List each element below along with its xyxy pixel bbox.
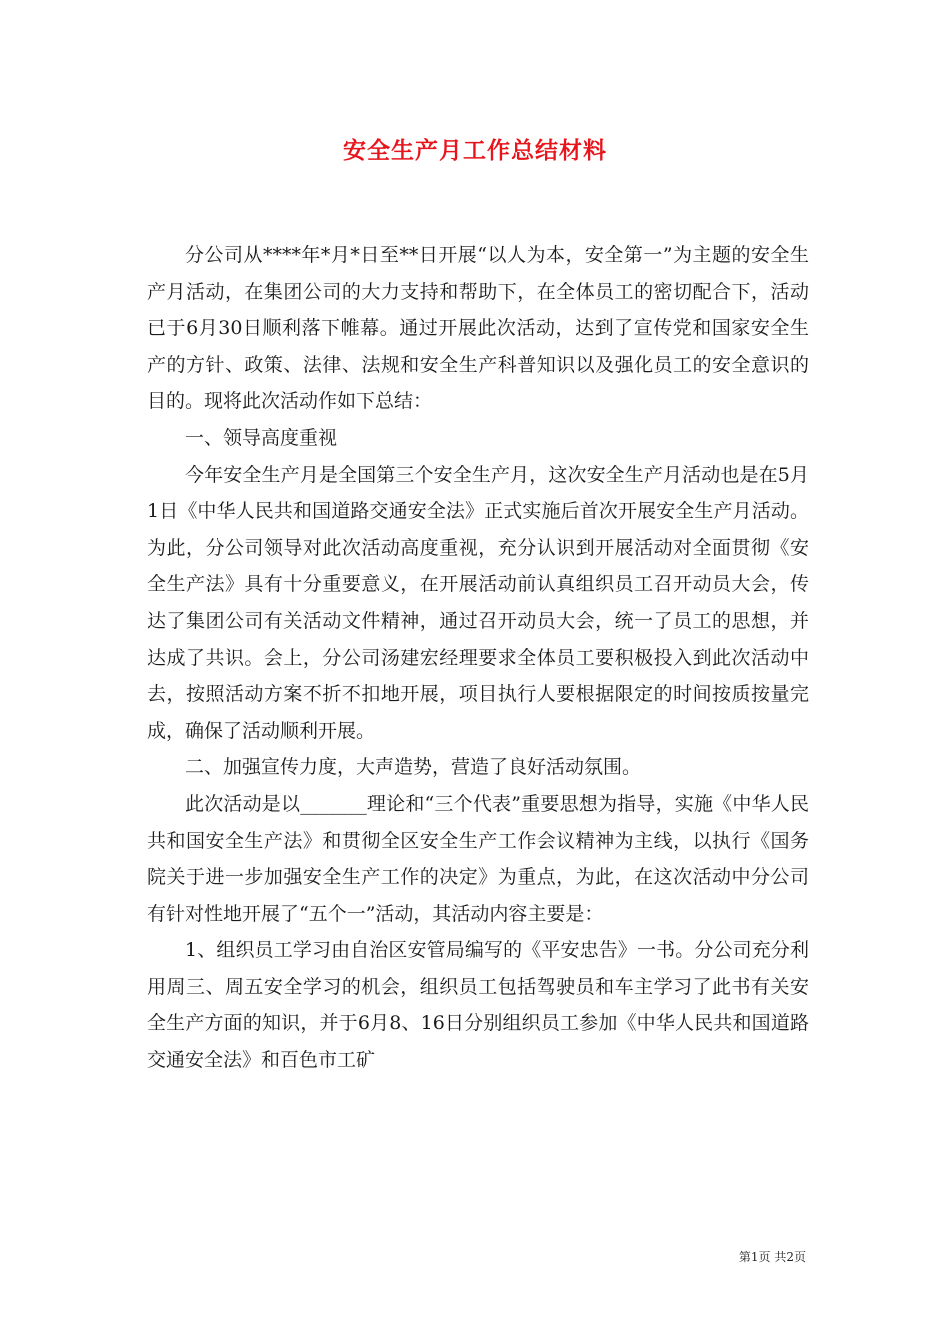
document-title: 安全生产月工作总结材料 bbox=[343, 138, 607, 164]
document-body bbox=[147, 237, 809, 1079]
page-number-footer: 第1页 共2页 bbox=[738, 1250, 806, 1264]
section-2-paragraph: 此次活动是以_______理论和“三个代表”重要思想为指导，实施《中华人民共和国安全生产法》和贯彻全区安全生产工作会议精神为主线，以执行《国务院关于进一步加强安全生产工作的决定》为重点，为此，在这次活动中分公司有针对性地开展了“五个一”活动，其活动内容主要是： bbox=[147, 792, 809, 925]
section-heading-1: 一、领导高度重视 bbox=[185, 426, 338, 449]
list-item-1-paragraph: 1、组织员工学习由自治区安管局编写的《平安忠告》一书。分公司充分利用周三、周五安全学习的机会，组织员工包括驾驶员和车主学习了此书有关安全生产方面的知识，并于6月8、16日分别组织员工参加《中华人民共和国道路交通安全法》和百色市工矿 bbox=[147, 939, 809, 1072]
section-1-paragraph: 今年安全生产月是全国第三个安全生产月，这次安全生产月活动也是在5月1日《中华人民共和国道路交通安全法》正式实施后首次开展安全生产月活动。为此，分公司领导对此次活动高度重视，充分认识到开展活动对全面贯彻《安全生产法》具有十分重要意义，在开展活动前认真组织员工召开动员大会，传达了集团公司有关活动文件精神，通过召开动员大会，统一了员工的思想，并达成了共识。会上，分公司汤建宏经理要求全体员工要积极投入到此次活动中去，按照活动方案不折不扣地开展，项目执行人要根据限定的时间按质按量完成，确保了活动顺利开展。 bbox=[147, 463, 809, 742]
section-heading-2: 二、加强宣传力度，大声造势，营造了良好活动氛围。 bbox=[185, 756, 642, 779]
intro-paragraph: 分公司从****年*月*日至**日开展“以人为本，安全第一”为主题的安全生产月活动，在集团公司的大力支持和帮助下，在全体员工的密切配合下，活动已于6月30日顺利落下帷幕。通过开展此次活动，达到了宣传党和国家安全生产的方针、政策、法律、法规和安全生产科普知识以及强化员工的安全意识的目的。现将此次活动作如下总结： bbox=[147, 244, 809, 413]
